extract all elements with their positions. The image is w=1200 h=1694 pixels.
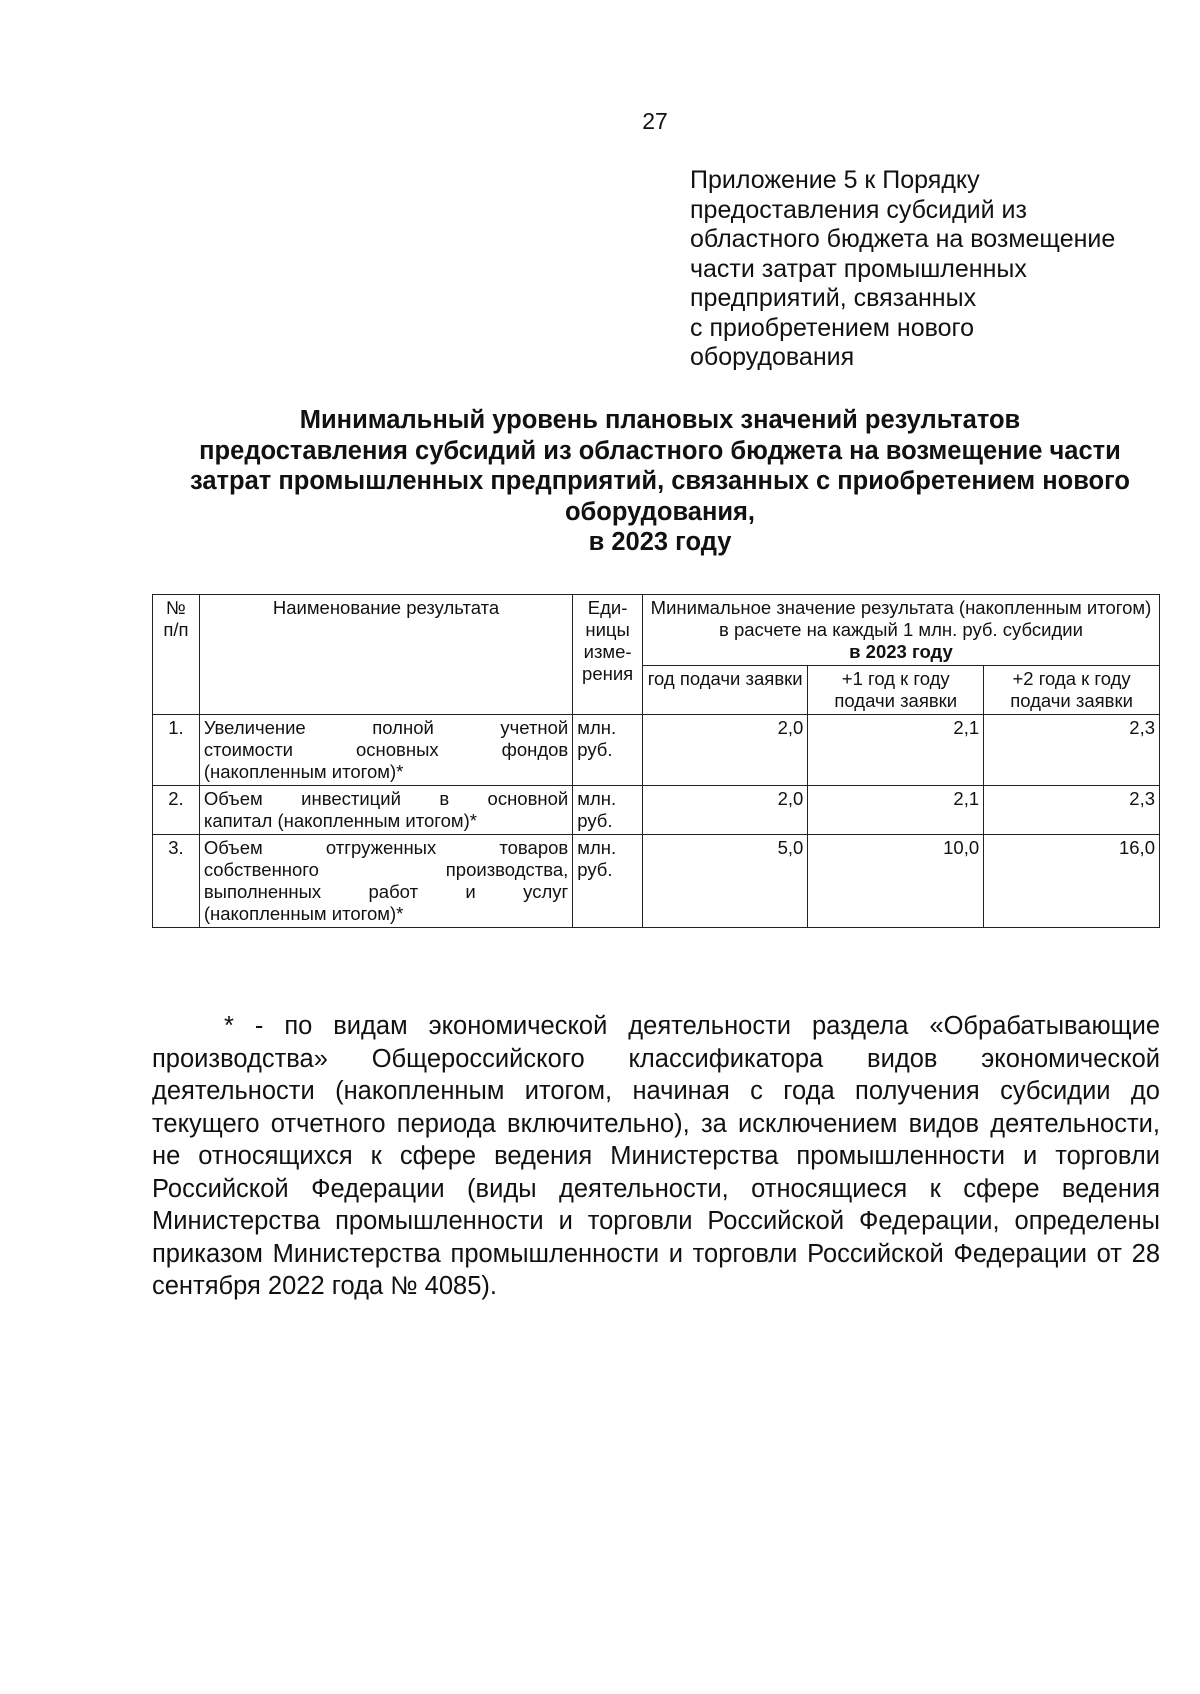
header-group bbox=[642, 595, 1159, 666]
row-value-year0: 2,0 bbox=[642, 786, 807, 835]
row-unit-line: млн. bbox=[577, 788, 617, 809]
appendix-line: с приобретением нового bbox=[690, 313, 975, 342]
title-line: затрат промышленных предприятий, связанных с приобретением нового bbox=[190, 467, 1130, 495]
row-name-line: Увеличение полной учетной bbox=[203, 717, 569, 738]
appendix-line: Приложение 5 к Порядку bbox=[690, 166, 980, 194]
row-name bbox=[199, 715, 572, 786]
row-num: 1. bbox=[153, 715, 200, 786]
row-num: 3. bbox=[153, 835, 200, 928]
table-row bbox=[153, 786, 1160, 835]
row-name-line: капитал (накопленным итогом)* bbox=[203, 810, 477, 831]
results-table bbox=[152, 594, 1160, 928]
header-group-text: Минимальное значение результата (накопленным итогом) в расчете на каждый 1 млн. руб. субсидии bbox=[650, 597, 1152, 640]
row-name-line: Объем инвестиций в основной bbox=[203, 788, 569, 809]
header-year-plus2: +2 года к году подачи заявки bbox=[984, 666, 1160, 715]
row-name-line: собственного производства, bbox=[203, 859, 569, 880]
page-number: 27 bbox=[642, 108, 668, 134]
document-title bbox=[140, 405, 1180, 558]
row-name-line: (накопленным итогом)* bbox=[203, 761, 404, 782]
row-value-year1: 2,1 bbox=[808, 715, 984, 786]
row-value-year0: 5,0 bbox=[642, 835, 807, 928]
row-name-line: (накопленным итогом)* bbox=[203, 903, 404, 924]
row-name bbox=[199, 786, 572, 835]
appendix-line: предприятий, связанных bbox=[690, 284, 977, 312]
table-row bbox=[153, 715, 1160, 786]
title-line: в 2023 году bbox=[588, 528, 732, 556]
row-value-year2: 2,3 bbox=[984, 786, 1160, 835]
header-year-submission: год подачи заявки bbox=[642, 666, 807, 715]
row-name-line: выполненных работ и услуг bbox=[203, 881, 569, 902]
row-unit-line: руб. bbox=[577, 739, 613, 760]
row-unit-line: млн. bbox=[577, 717, 617, 738]
appendix-reference bbox=[690, 166, 1170, 373]
header-name: Наименование результата bbox=[199, 595, 572, 715]
row-unit bbox=[573, 715, 643, 786]
row-name-line: стоимости основных фондов bbox=[203, 739, 569, 760]
header-num: № п/п bbox=[153, 595, 200, 715]
appendix-line: оборудования bbox=[690, 343, 855, 371]
row-unit bbox=[573, 835, 643, 928]
appendix-line: части затрат промышленных bbox=[690, 254, 1027, 283]
table-row bbox=[153, 835, 1160, 928]
table-header-row bbox=[153, 595, 1160, 666]
row-value-year1: 2,1 bbox=[808, 786, 984, 835]
header-year-plus1: +1 год к году подачи заявки bbox=[808, 666, 984, 715]
appendix-line: областного бюджета на возмещение bbox=[690, 225, 1116, 253]
row-value-year1: 10,0 bbox=[808, 835, 984, 928]
footnote-text: * - по видам экономической деятельности раздела «Обрабатывающие производства» Общероссийского классификатора видов экономической деятельности (накопленным итогом, начиная с года получения субсидии до текущего отчетного периода включительно), за исключением видов деятельности, не относящихся к сфере ведения Министерства промышленности и торговли Российской Федерации (виды деятельности, относящиеся к сфере ведения Министерства промышленности и торговли Российской Федерации, определены приказом Министерства промышленности и торговли Российской Федерации от 28 сентября 2022 года № 4085). bbox=[152, 1012, 1160, 1300]
row-value-year2: 16,0 bbox=[984, 835, 1160, 928]
row-unit bbox=[573, 786, 643, 835]
title-line: предоставления субсидий из областного бюджета на возмещение части bbox=[199, 436, 1121, 465]
row-unit-line: млн. bbox=[577, 837, 617, 858]
appendix-line: предоставления субсидий из bbox=[690, 195, 1027, 224]
row-unit-line: руб. bbox=[577, 859, 613, 880]
row-unit-line: руб. bbox=[577, 810, 613, 831]
row-name-line: Объем отгруженных товаров bbox=[203, 837, 569, 858]
header-unit: Еди-ницы изме-рения bbox=[573, 595, 643, 715]
row-num: 2. bbox=[153, 786, 200, 835]
row-value-year2: 2,3 bbox=[984, 715, 1160, 786]
title-line: Минимальный уровень плановых значений результатов bbox=[299, 406, 1021, 434]
header-group-year: в 2023 году bbox=[849, 641, 953, 662]
title-line: оборудования, bbox=[564, 497, 756, 526]
row-value-year0: 2,0 bbox=[642, 715, 807, 786]
row-name bbox=[199, 835, 572, 928]
footnote bbox=[152, 1010, 1160, 1303]
